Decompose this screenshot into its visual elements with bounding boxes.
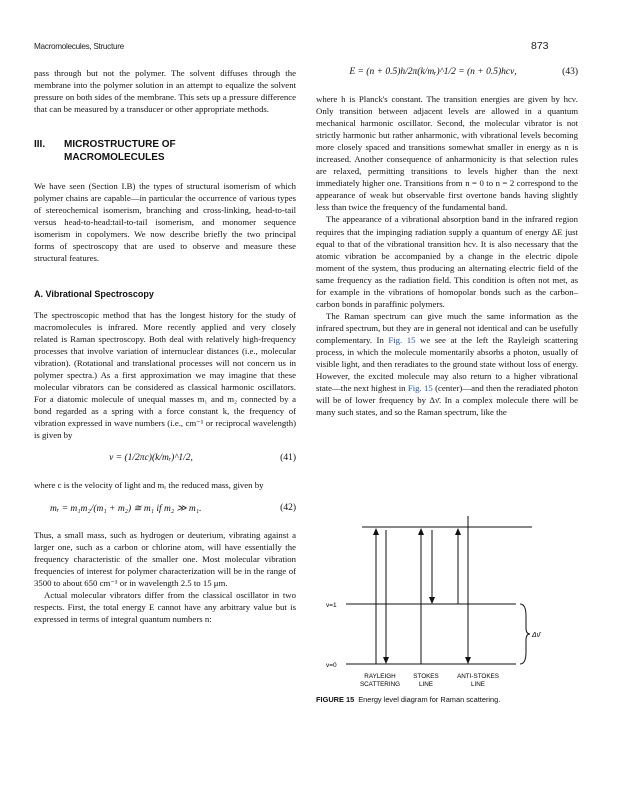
figure-caption-label: FIGURE 15 (316, 695, 355, 704)
left-paragraph-6: Actual molecular vibrators differ from the classical oscillator in two respects. First, the total energy E cannot have any arbitrary value but is expressed in terms of integral quantum numbers n: (34, 590, 296, 625)
section-number: III. (34, 139, 46, 151)
left-paragraph-4: where c is the velocity of light and mᵣ the reduced mass, given by (34, 480, 264, 491)
right-paragraph-1: where h is Planck's constant. The transition energies are given by hcν. Only transition between adjacent levels are allowed in a quantum mechanical harmonic oscillator. Second, the molecular vibrator is not strictly harmonic but rather anharmonic, with vibrational levels becoming more closely spaced and transitions somewhat smaller in energy as n is increased. Another consequence of anharmonicity is that selection rules are relaxed, permitting transitions to levels higher than the next immediately higher one. Transitions from n = 0 to n = 2 correspond to the appearance of weak but observable first overtone bands having slightly less than twice the frequency of the fundamental band. (316, 94, 578, 213)
figure-15-link-2[interactable]: Fig. 15 (407, 383, 433, 394)
level-v1-label: v=1 (326, 602, 337, 609)
subsection-heading: A. Vibrational Spectroscopy (34, 288, 154, 299)
equation-41 (34, 453, 296, 467)
section-heading (34, 139, 296, 164)
delta-nu-brace (520, 604, 530, 664)
stokes-label-1: STOKES (413, 673, 439, 680)
rayleigh-label-2: SCATTERING (359, 681, 401, 688)
left-paragraph-1: pass through but not the polymer. The solvent diffuses through the membrane into the polymer solution in an attempt to equalize the solvent pressure on both sides of the membrane. This sets up a pressure difference that can be measured by a transducer or other appropriate methods. (34, 68, 296, 115)
right-paragraph-3-part-c: (center)—and then the reradiated photon will be of lower frequency by Δν̄. In a complex molecule there will be many such states, and so the Raman spectrum, like the (316, 383, 578, 418)
section-title-line2: MACROMOLECULES (64, 151, 165, 163)
figure-caption-text: Energy level diagram for Raman scattering. (358, 695, 501, 704)
running-title: Macromolecules, Structure (34, 42, 124, 51)
stokes-up-arrowhead (418, 528, 424, 535)
left-column (34, 67, 296, 625)
anti-stokes-up-arrowhead (455, 528, 461, 535)
equation-42 (34, 503, 296, 517)
raman-energy-diagram (316, 512, 578, 692)
equation-43-body: E = (n + 0.5)h/2π(k/mᵣ)^1/2 = (n + 0.5)hcν, (349, 67, 517, 77)
figure-caption (316, 695, 578, 704)
left-paragraph-3: The spectroscopic method that has the longest history for the study of macromolecules is infrared. More recently applied and very closely related is Raman spectroscopy. Both deal with relatively high-frequency processes that involve variation of internuclear distances (i.e., molecular vibration). (Rotational and translational processes will not concern us in polymer spectra.) As a first approximation we may imagine that these molecular vibrators can be considered as classical harmonic oscillators. For a diatomic molecule of unequal masses m₁ and m₂ connected by a bond regarded as a spring with a force constant k, the frequency of vibration expressed in wave numbers (i.e., cm⁻¹ or reciprocal wavelength) is given by (34, 309, 296, 440)
level-v0-label: v=0 (326, 662, 337, 669)
section-title-line1: MICROSTRUCTURE OF (64, 139, 176, 151)
equation-43 (316, 67, 578, 81)
anti-stokes-label-1: ANTI-STOKES (457, 673, 499, 680)
anti-stokes-label-2: LINE (471, 681, 485, 688)
rayleigh-down-arrowhead (383, 657, 389, 664)
right-paragraph-3 (316, 310, 578, 418)
right-column (316, 67, 578, 418)
rayleigh-up-arrowhead (373, 528, 379, 535)
left-paragraph-5: Thus, a small mass, such as hydrogen or deuterium, vibrating against a larger one, such as a carbon or chlorine atom, will have essentially the frequency characteristic of the smaller one. Most molecular vibration frequencies of interest for polymer characterization will be in the range of 3500 to about 650 cm⁻¹ or in wavelength 2.5 to 15 μm. (34, 530, 296, 589)
equation-41-number: (41) (280, 453, 296, 464)
stokes-down-arrowhead (429, 597, 435, 604)
left-paragraph-2: We have seen (Section I.B) the types of structural isomerism of which polymer chains are capable—in particular the occurrence of various types of stereochemical isomerism, branching and cross-linking, head-to-tail versus head-to-head:tail-to-tail isomerism, and monomer sequence isomerism in copolymers. We now describe briefly the two principal forms of spectroscopy that are used to observe and measure these structural features. (34, 181, 296, 264)
equation-42-number: (42) (280, 503, 296, 514)
right-paragraph-3-part-a: The Raman spectrum can give much the same information as the infrared spectrum, but they are in general not identical and can be usefully complementary. In (316, 310, 578, 345)
figure-15-link[interactable]: Fig. 15 (388, 334, 416, 345)
equation-41-body: ν = (1/2πc)(k/mᵣ)^1/2, (109, 453, 193, 464)
equation-42-body: mᵣ = m₁m₂/(m₁ + m₂) ≅ m₁ if m₂ ≫ m₁. (50, 504, 202, 515)
page-number: 873 (531, 40, 549, 52)
delta-nu-label: Δν̄ (532, 632, 541, 639)
right-paragraph-2: The appearance of a vibrational absorption band in the infrared region requires that the impinging radiation supply a quantum of energy ΔE just equal to that of the vibrational transition hcν. It is also necessary that the atomic vibration be accompanied by a change in the electric dipole moment of the system, thus producing an alternating electric field of the same frequency as the radiation field. This condition is often not met, as for example in the vibrations of homopolar bonds such as the carbon–carbon bonds in paraffinic polymers. (316, 214, 578, 309)
rayleigh-label-1: RAYLEIGH (364, 673, 396, 680)
stokes-label-2: LINE (419, 681, 433, 688)
right-paragraph-3-part-b: we see at the left the Rayleigh scattering process, in which the molecule momentarily absorbs a photon, usually of visible light, and then reradiates to the ground state without loss of energy. However, the excited molecule may also return to a higher vibrational state—the next highest in (316, 334, 578, 394)
anti-stokes-down-arrowhead (465, 657, 471, 664)
equation-43-number: (43) (562, 67, 578, 77)
